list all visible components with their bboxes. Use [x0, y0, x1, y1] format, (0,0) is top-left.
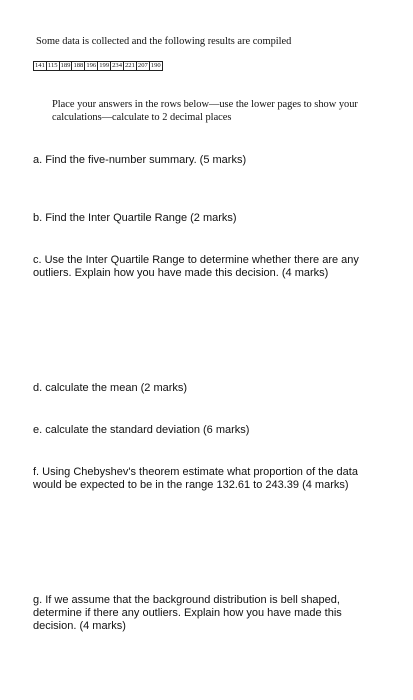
data-values-row	[34, 62, 163, 71]
data-cell: 196	[86, 62, 97, 69]
question-f: f. Using Chebyshev's theorem estimate what proportion of the data would be expected to be in the range 132.61 to 243.39 (4 marks)	[33, 466, 358, 491]
instructions-text: Place your answers in the rows below—use the lower pages to show your calculations—calculate to 2 decimal places	[52, 99, 358, 123]
data-cell: 141	[35, 62, 45, 69]
data-cell: 221	[125, 62, 135, 69]
data-cell: 234	[112, 62, 122, 69]
data-cell: 189	[60, 62, 71, 69]
question-b: b. Find the Inter Quartile Range (2 marks)	[33, 212, 237, 224]
question-g: g. If we assume that the background distribution is bell shaped, determine if there any outliers. Explain how you have made this decision. (4 marks)	[33, 594, 342, 632]
question-a: a. Find the five-number summary. (5 marks)	[33, 154, 247, 166]
data-cell: 190	[150, 62, 161, 69]
data-cell: 207	[137, 62, 148, 69]
data-values-table	[33, 61, 163, 71]
question-c: c. Use the Inter Quartile Range to determine whether there are any outliers. Explain how you have made this decision. (4 marks)	[33, 254, 359, 279]
intro-text: Some data is collected and the following results are compiled	[36, 36, 292, 47]
question-e: e. calculate the standard deviation (6 marks)	[33, 424, 250, 436]
data-cell: 199	[99, 62, 110, 69]
question-d: d. calculate the mean (2 marks)	[33, 382, 188, 394]
data-cell: 188	[73, 62, 84, 69]
data-cell: 115	[47, 62, 58, 69]
